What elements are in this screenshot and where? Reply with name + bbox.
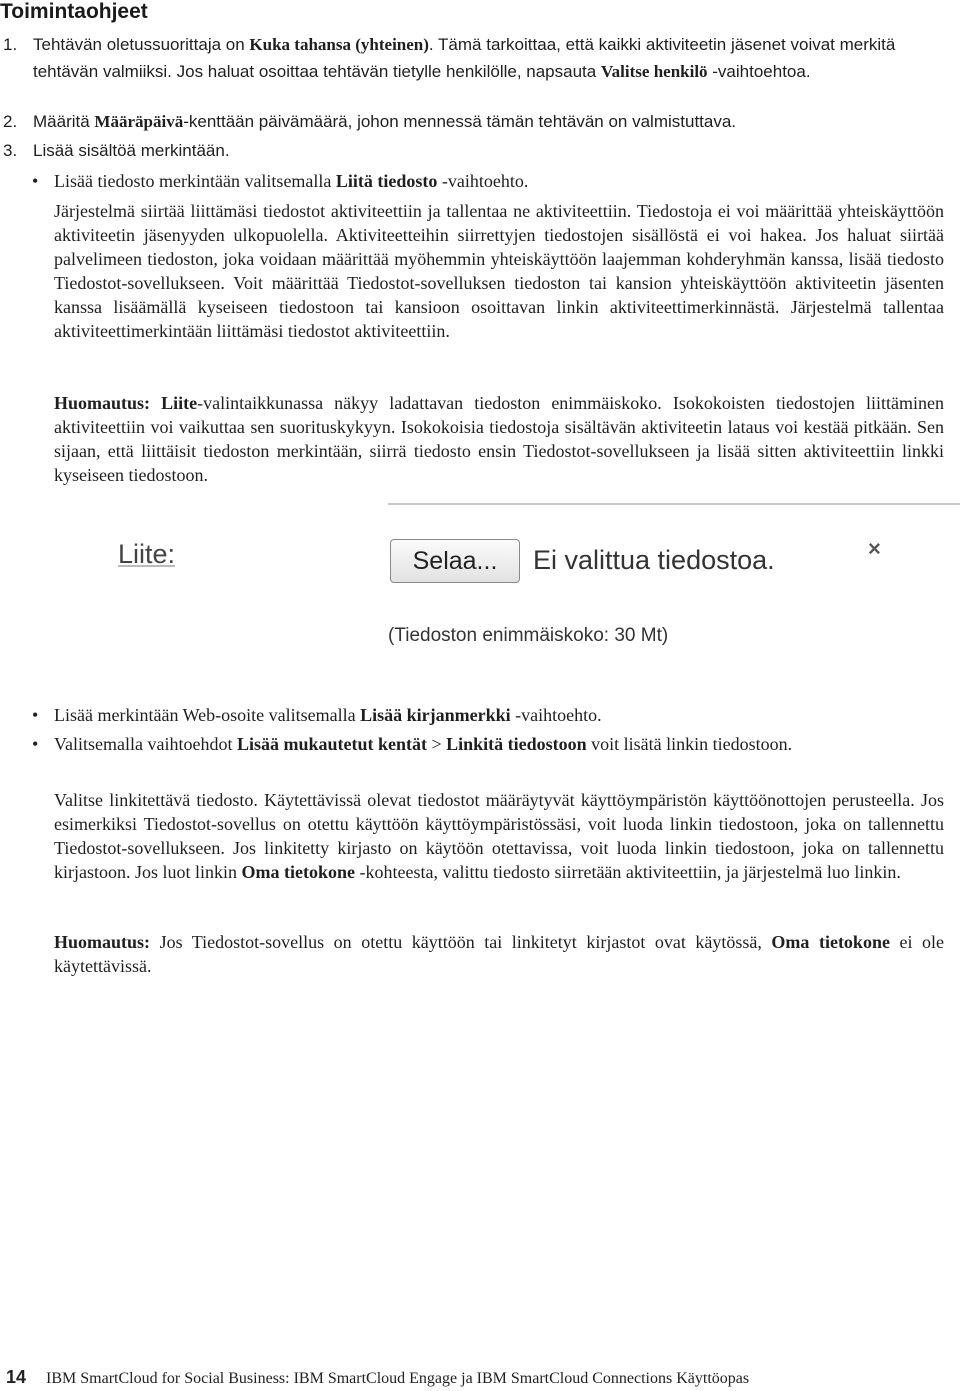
- step-2: 2. Määritä Määräpäivä-kenttään päivämäärä, johon mennessä tämän tehtävän on valmistuttava.: [0, 108, 950, 135]
- attachment-label: Liite:: [118, 539, 176, 569]
- paragraph-link-files: Valitse linkitettävä tiedosto. Käytettävissä olevat tiedostot määräytyvät käyttöympäristön käyttöönottojen perusteella. Jos esimerkiksi Tiedostot-sovellus on otettu käyttöön käyttöympäristössäsi, voit luoda linkin tiedostoon, joka on tallennettu Tiedostot-sovellukseen. Jos linkitetty kirjasto on käytöön otettavissa, voit luoda linkin tiedostoon, joka on tallennettu kirjastoon. Jos luot linkin Oma tietokone -kohteesta, valittu tiedosto siirretään aktiviteettiin, ja järjestelmä luo linkin.: [54, 790, 944, 882]
- note-attachment-size: Huomautus: Liite-valintaikkunassa näkyy ladattavan tiedoston enimmäiskoko. Isokokoisten tiedostojen liittäminen aktiviteettiin voi vaikuttaa sen suorituskykyyn. Isokokoisia tiedostoja sisältävän aktiviteetin lataus voi kestää pitkään. Sen sijaan, että liittäisit tiedoston merkintään, siirrä tiedosto ensin Tiedostot-sovellukseen ja lisää sitten aktiviteettiin linkki kyseiseen tiedostoon.: [54, 393, 944, 485]
- browse-button[interactable]: Selaa...: [390, 539, 520, 583]
- note-label: Huomautus:: [54, 932, 151, 952]
- no-file-selected-text: Ei valittua tiedostoa.: [533, 545, 775, 575]
- bullet-icon: •: [32, 734, 39, 754]
- page-number: 14: [6, 1367, 27, 1387]
- page-footer: [6, 1367, 749, 1388]
- note-label: Huomautus:: [54, 393, 151, 413]
- default-assignee: Kuka tahansa (yhteinen): [249, 35, 429, 54]
- bullet-attach-file: • Lisää tiedosto merkintään valitsemalla Liitä tiedosto -vaihtoehto.: [32, 171, 529, 191]
- attachment-dialog-screenshot: [110, 495, 960, 665]
- close-icon[interactable]: ×: [868, 536, 881, 561]
- footer-text: IBM SmartCloud for Social Business: IBM SmartCloud Engage ja IBM SmartCloud Connections Käyttöopas: [46, 1370, 750, 1387]
- bullet-add-bookmark: • Lisää merkintään Web-osoite valitsemalla Lisää kirjanmerkki -vaihtoehto.: [32, 705, 602, 725]
- step-number: 3.: [3, 141, 18, 160]
- bullet-icon: •: [32, 705, 39, 725]
- select-person-option: Valitse henkilö: [600, 62, 708, 81]
- step-3: 3. Lisää sisältöä merkintään.: [0, 137, 950, 164]
- divider: [388, 503, 960, 505]
- paragraph-attached-files: Järjestelmä siirtää liittämäsi tiedostot aktiviteettiin ja tallentaa ne aktiviteettiin. Tiedostoja ei voi määrittää yhteiskäyttöön aktiviteetin jäsenyyden ulkopuolella. Aktiviteetteihin siirrettyjen tiedostojen sisällöstä ei voi hakea. Jos haluat siirtää palvelimeen tiedoston, joka voidaan määrittää myöhemmin yhteiskäyttöön laajemman kohderyhmän kanssa, lisää tiedosto Tiedostot-sovellukseen. Voit määrittää Tiedostot-sovelluksen tiedoston tai kansion yhteiskäyttöön aktiviteetin jäsenten kanssa lisäämällä kyseiseen tiedostoon tai kansioon osoittavan linkin aktiviteettimerkinnästä. Järjestelmä tallentaa aktiviteettimerkintään liittämäsi tiedostot aktiviteettiin.: [54, 201, 944, 341]
- note-my-computer: Huomautus: Jos Tiedostot-sovellus on otettu käyttöön tai linkitetyt kirjastot ovat käytössä, Oma tietokone ei ole käytettävissä.: [54, 932, 945, 976]
- step-number: 2.: [3, 112, 18, 131]
- step-number: 1.: [3, 35, 18, 54]
- step-1: 1. Tehtävän oletussuorittaja on Kuka tahansa (yhteinen). Tämä tarkoittaa, että kaikki aktiviteetin jäsenet voivat merkitä tehtävän valmiiksi. Jos haluat osoittaa tehtävän tietylle henkilölle, napsauta Valitse henkilö -vaihtoehtoa.: [0, 31, 950, 85]
- max-file-size-text: (Tiedoston enimmäiskoko: 30 Mt): [388, 625, 669, 646]
- due-date-field-name: Määräpäivä: [94, 112, 184, 131]
- bullet-link-to-file: • Valitsemalla vaihtoehdot Lisää mukautetut kentät > Linkitä tiedostoon voit lisätä linkin tiedostoon.: [32, 734, 793, 754]
- bullet-icon: •: [32, 171, 39, 191]
- section-title: Toimintaohjeet: [0, 0, 148, 23]
